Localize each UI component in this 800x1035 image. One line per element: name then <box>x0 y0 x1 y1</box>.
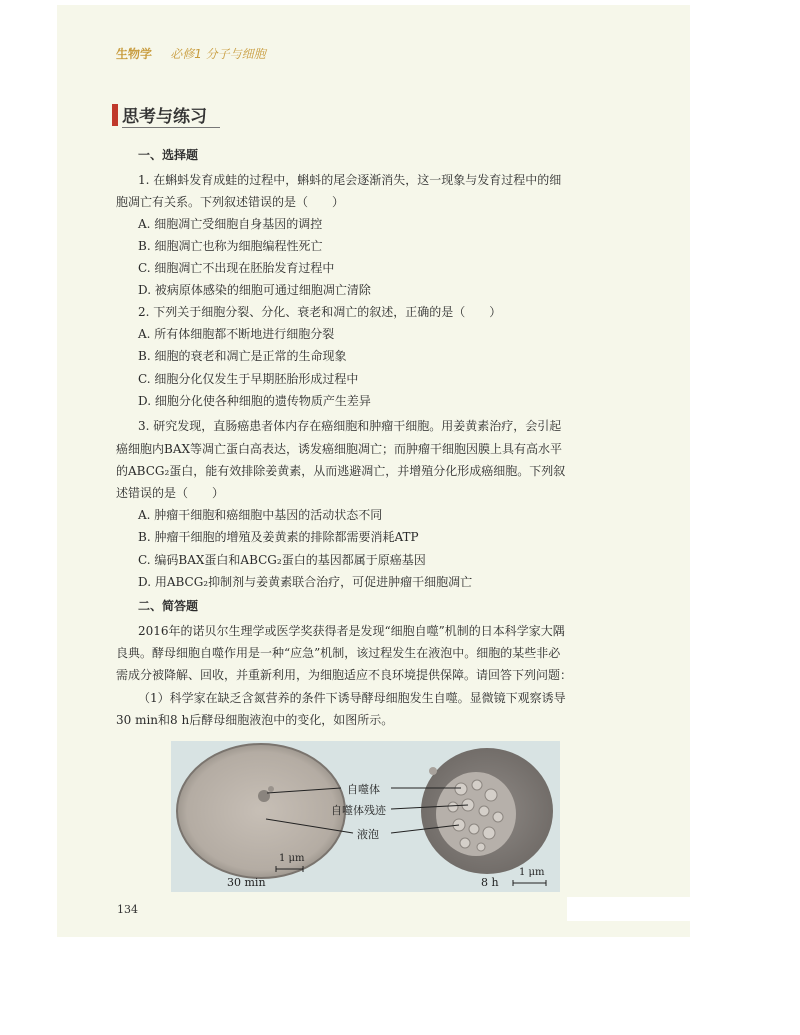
q1-option-a: A. 细胞凋亡受细胞自身基因的调控 <box>138 217 323 231</box>
micrograph-figure <box>171 741 560 892</box>
intro-line2: 良典。酵母细胞自噬作用是一种“应急”机制，该过程发生在液泡中。细胞的某些非必 <box>116 646 561 660</box>
q1-option-c: C. 细胞凋亡不出现在胚胎发育过程中 <box>138 261 335 275</box>
q3-stem-line4: 述错误的是（ ） <box>116 486 225 500</box>
running-header <box>116 45 266 62</box>
q1-option-b: B. 细胞凋亡也称为细胞编程性死亡 <box>138 239 323 253</box>
label-autophagic-residue: 自噬体残迹 <box>331 804 386 817</box>
vesicle-8h <box>429 767 437 775</box>
scan-blank-patch <box>567 897 690 921</box>
page-number: 134 <box>117 903 138 916</box>
intro-line1: 2016年的诺贝尔生理学或医学奖获得者是发现“细胞自噬”机制的日本科学家大隅 <box>138 624 565 638</box>
header-subject: 生物学 <box>116 47 153 61</box>
q3-option-a: A. 肿瘤干细胞和癌细胞中基因的活动状态不同 <box>138 508 383 522</box>
q3-stem-line3: 的ABCG₂蛋白，能有效排除姜黄素，从而逃避凋亡，并增殖分化形成癌细胞。下列叙 <box>116 464 566 478</box>
autophagosome-30min <box>258 790 270 802</box>
section-title: 思考与练习 <box>122 107 207 127</box>
sub1-line1: （1）科学家在缺乏含氮营养的条件下诱导酵母细胞发生自噬。显微镜下观察诱导 <box>138 691 566 705</box>
q3-stem-line1: 3. 研究发现，直肠癌患者体内存在癌细胞和肿瘤干细胞。用姜黄素治疗，会引起 <box>138 419 562 433</box>
intro-line3: 需成分被降解、回收，并重新利用，为细胞适应不良环境提供保障。请回答下列问题： <box>116 668 573 682</box>
section-marker <box>112 104 118 126</box>
q2-option-c: C. 细胞分化仅发生于早期胚胎形成过程中 <box>138 372 359 386</box>
section-underline <box>122 127 220 128</box>
q2-option-d: D. 细胞分化使各种细胞的遗传物质产生差异 <box>138 394 371 408</box>
time-label-30min: 30 min <box>227 876 266 889</box>
part2-heading: 二、简答题 <box>138 599 199 613</box>
q2-option-b: B. 细胞的衰老和凋亡是正常的生命现象 <box>138 349 347 363</box>
header-book: 必修1 分子与细胞 <box>170 47 266 61</box>
q1-option-d: D. 被病原体感染的细胞可通过细胞凋亡清除 <box>138 283 371 297</box>
scale-label-left: 1 μm <box>279 853 305 864</box>
q3-option-c: C. 编码BAX蛋白和ABCG₂蛋白的基因都属于原癌基因 <box>138 553 426 567</box>
q2-stem: 2. 下列关于细胞分裂、分化、衰老和凋亡的叙述，正确的是（ ） <box>138 305 502 319</box>
part1-heading: 一、选择题 <box>138 148 199 162</box>
label-autophagosome: 自噬体 <box>347 783 380 796</box>
time-label-8h: 8 h <box>481 876 499 889</box>
vesicle-30min <box>268 786 274 792</box>
sub1-line2: 30 min和8 h后酵母细胞液泡中的变化，如图所示。 <box>116 713 394 727</box>
q3-option-b: B. 肿瘤干细胞的增殖及姜黄素的排除都需要消耗ATP <box>138 530 419 544</box>
q3-stem-line2: 癌细胞内BAX等凋亡蛋白高表达，诱发癌细胞凋亡；而肿瘤干细胞因膜上具有高水平 <box>116 442 563 456</box>
q3-option-d: D. 用ABCG₂抑制剂与姜黄素联合治疗，可促进肿瘤干细胞凋亡 <box>138 575 473 589</box>
q1-stem-line1: 1. 在蝌蚪发育成蛙的过程中，蝌蚪的尾会逐渐消失，这一现象与发育过程中的细 <box>138 173 562 187</box>
label-vacuole: 液泡 <box>357 828 379 841</box>
scale-label-right: 1 μm <box>519 867 545 878</box>
q2-option-a: A. 所有体细胞都不断地进行细胞分裂 <box>138 327 335 341</box>
q1-stem-line2: 胞凋亡有关系。下列叙述错误的是（ ） <box>116 195 345 209</box>
